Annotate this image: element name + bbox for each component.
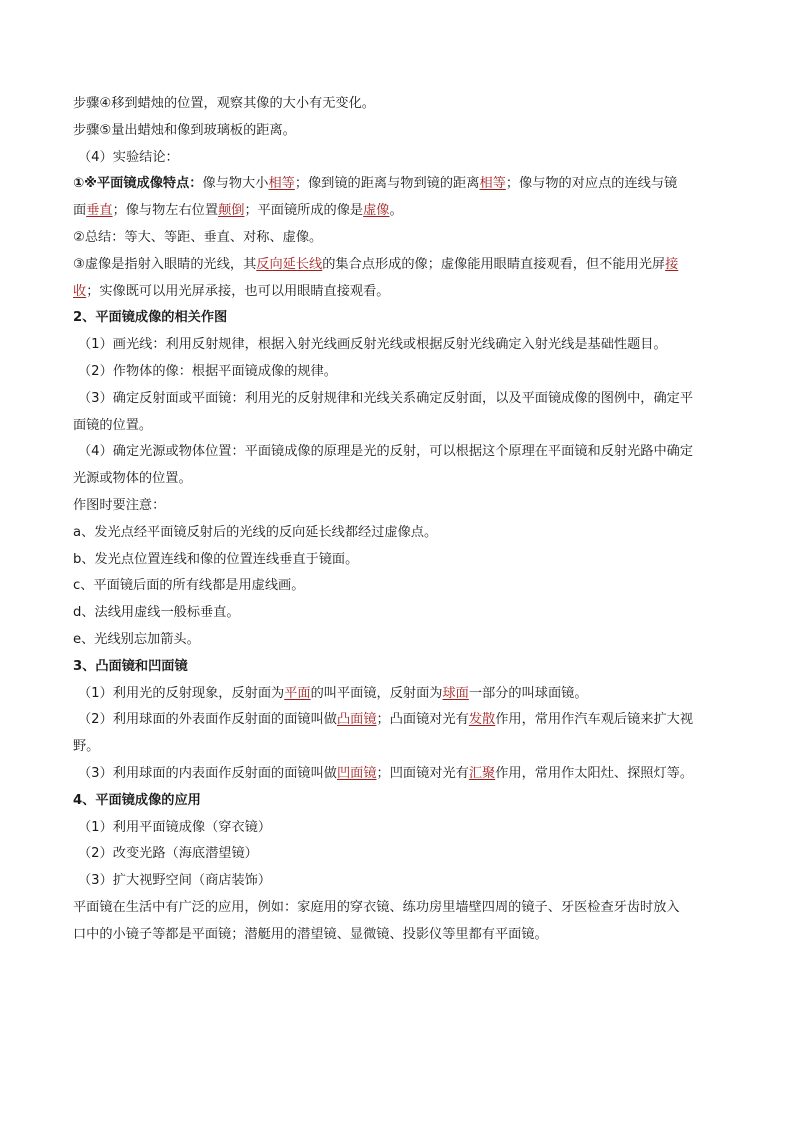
text-span: （2）利用球面的外表面作反射面的面镜叫做 [78, 712, 337, 728]
text-span: ③虚像是指射入眼睛的光线，其 [73, 256, 257, 272]
keyword-converge: 汇聚 [468, 765, 496, 781]
virtual-image-line-2 [73, 279, 725, 306]
drawing-item-2: （2）作物体的像：根据平面镜成像的规律。 [78, 363, 337, 379]
text-span: 的集合点形成的像；虚像能用眼睛直接观看，但不能用光屏 [322, 256, 666, 272]
step-5-line: 步骤⑤量出蜡烛和像到玻璃板的距离。 [73, 122, 296, 138]
keyword-equal-size: 相等 [268, 176, 295, 192]
text-span: （3）利用球面的内表面作反射面的面镜叫做 [78, 765, 337, 781]
text-span: 面 [73, 203, 87, 219]
application-paragraph-line-2: 口中的小镜子等都是平面镜；潜艇用的潜望镜、显微镜、投影仪等里都有平面镜。 [73, 926, 548, 942]
text-span: ；凹面镜对光有 [376, 765, 469, 781]
text-span: ；平面镜所成的像是 [244, 203, 364, 219]
mirror-types-item-2-line-2: 野。 [73, 739, 100, 755]
drawing-notes-heading: 作图时要注意： [73, 497, 166, 513]
note-a: a、发光点经平面镜反射后的光线的反向延长线都经过虚像点。 [73, 524, 438, 540]
summary-line: ②总结：等大、等距、垂直、对称、虚像。 [73, 229, 323, 245]
text-span: （1）利用光的反射现象，反射面为 [78, 685, 285, 701]
keyword-receive-part1: 接 [665, 256, 679, 272]
section-4-heading: 4、平面镜成像的应用 [73, 792, 201, 808]
note-d: d、法线用虚线一般标垂直。 [73, 605, 240, 621]
keyword-plane: 平面 [284, 685, 311, 701]
conclusion-heading: （4）实验结论： [78, 149, 179, 165]
text-span: 。 [389, 203, 403, 219]
keyword-reverse-extension: 反向延长线 [256, 256, 323, 272]
keyword-diverge: 发散 [468, 712, 496, 728]
text-span: 一部分的叫球面镜。 [468, 685, 588, 701]
mirror-types-item-1 [73, 681, 725, 708]
section-2-heading: 2、平面镜成像的相关作图 [73, 310, 228, 326]
application-item-2: （2）改变光路（海底潜望镜） [78, 846, 258, 862]
keyword-equal-distance: 相等 [479, 176, 506, 192]
section-3-heading: 3、凸面镜和凹面镜 [73, 658, 188, 674]
mirror-types-item-2-line-1 [73, 707, 725, 734]
text-span: 作用，常用作太阳灶、探照灯等。 [495, 765, 694, 781]
keyword-receive-part2: 收 [73, 283, 87, 299]
text-span: ；像与物的对应点的连线与镜 [505, 176, 678, 192]
drawing-item-1: （1）画光线：利用反射规律，根据入射光线画反射光线或根据反射光线确定入射光线是基础性题目。 [78, 337, 667, 353]
mirror-features-label: ①※平面镜成像特点： [73, 176, 203, 192]
text-span: ；实像既可以用光屏承接，也可以用眼睛直接观看。 [86, 283, 390, 299]
note-b: b、发光点位置连线和像的位置连线垂直于镜面。 [73, 551, 359, 567]
drawing-item-3-line-1: （3）确定反射面或平面镜：利用光的反射规律和光线关系确定反射面，以及平面镜成像的图例中，确定平 [78, 390, 694, 406]
drawing-item-3-line-2: 面镜的位置。 [73, 417, 153, 433]
text-span: 像与物大小 [202, 176, 269, 192]
text-span: ；像与物左右位置 [112, 203, 219, 219]
keyword-sphere: 球面 [442, 685, 469, 701]
text-span: ；凸面镜对光有 [376, 712, 469, 728]
mirror-features-line-2 [73, 198, 725, 225]
mirror-features-line-1 [73, 171, 725, 198]
text-span: ；像到镜的距离与物到镜的距离 [294, 176, 480, 192]
text-span: 的叫平面镜，反射面为 [310, 685, 443, 701]
keyword-concave-mirror: 凹面镜 [336, 765, 377, 781]
keyword-reversed: 颠倒 [218, 203, 245, 219]
note-e: e、光线别忘加箭头。 [73, 631, 200, 647]
document-body [73, 91, 725, 949]
note-c: c、平面镜后面的所有线都是用虚线画。 [73, 578, 305, 594]
drawing-item-4-line-1: （4）确定光源或物体位置：平面镜成像的原理是光的反射，可以根据这个原理在平面镜和反射光路中确定 [78, 444, 694, 460]
keyword-perpendicular: 垂直 [86, 203, 113, 219]
virtual-image-line-1 [73, 252, 725, 279]
drawing-item-4-line-2: 光源或物体的位置。 [73, 471, 192, 487]
application-item-1: （1）利用平面镜成像（穿衣镜） [78, 819, 272, 835]
text-span: 作用，常用作汽车观后镜来扩大视 [495, 712, 694, 728]
keyword-virtual-image: 虚像 [363, 203, 390, 219]
application-item-3: （3）扩大视野空间（商店装饰） [78, 873, 272, 889]
step-4-line: 步骤④移到蜡烛的位置，观察其像的大小有无变化。 [73, 96, 375, 111]
application-paragraph-line-1: 平面镜在生活中有广泛的应用，例如：家庭用的穿衣镜、练功房里墙壁四周的镜子、牙医检查牙齿时放入 [73, 899, 680, 915]
keyword-convex-mirror: 凸面镜 [336, 712, 377, 728]
mirror-types-item-3 [73, 761, 725, 788]
